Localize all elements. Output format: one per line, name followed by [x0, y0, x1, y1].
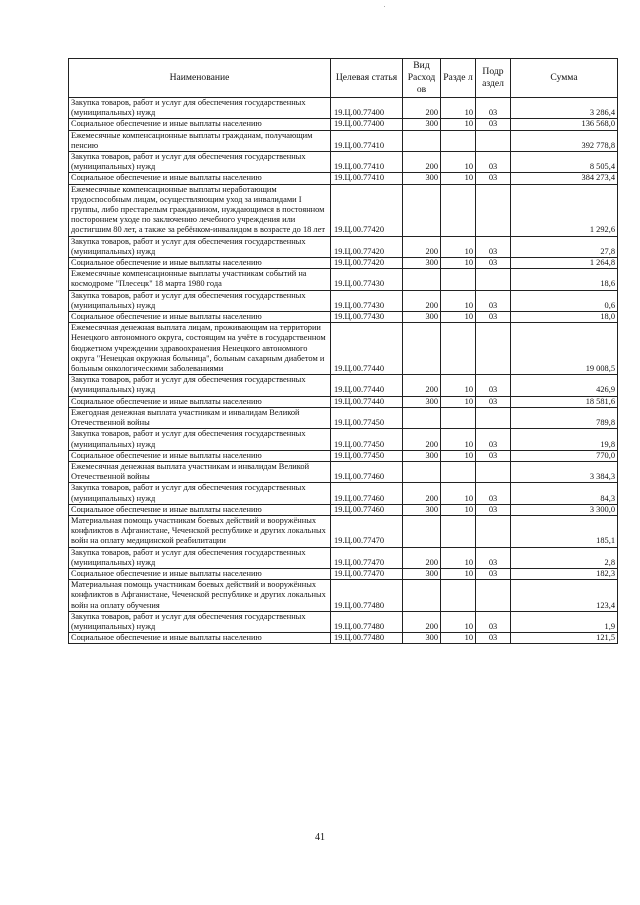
cell-section — [441, 184, 476, 236]
cell-sum: 18 581,6 — [511, 396, 618, 407]
cell-sum: 3 286,4 — [511, 98, 618, 119]
cell-target: 19.Ц.00.77450 — [331, 407, 403, 428]
cell-target: 19.Ц.00.77410 — [331, 130, 403, 151]
table-row — [69, 184, 618, 236]
cell-target: 19.Ц.00.77430 — [331, 269, 403, 290]
header-section: Разде л — [441, 59, 476, 98]
cell-name: Социальное обеспечение и иные выплаты населению — [69, 504, 331, 515]
cell-name: Социальное обеспечение и иные выплаты населению — [69, 119, 331, 130]
cell-target: 19.Ц.00.77440 — [331, 396, 403, 407]
cell-sum: 18,0 — [511, 312, 618, 323]
cell-name: Закупка товаров, работ и услуг для обеспечения государственных (муниципальных) нужд — [69, 483, 331, 504]
table-row — [69, 375, 618, 396]
cell-section — [441, 515, 476, 547]
table-row — [69, 483, 618, 504]
cell-subsection: 03 — [476, 98, 511, 119]
cell-subsection — [476, 323, 511, 375]
table-row — [69, 429, 618, 450]
cell-subsection: 03 — [476, 312, 511, 323]
cell-subsection: 03 — [476, 396, 511, 407]
table-row — [69, 130, 618, 151]
cell-name: Закупка товаров, работ и услуг для обеспечения государственных (муниципальных) нужд — [69, 152, 331, 173]
cell-target: 19.Ц.00.77460 — [331, 504, 403, 515]
cell-kind — [403, 130, 441, 151]
cell-subsection: 03 — [476, 568, 511, 579]
cell-section: 10 — [441, 429, 476, 450]
table-row — [69, 119, 618, 130]
cell-section: 10 — [441, 290, 476, 311]
cell-kind: 300 — [403, 119, 441, 130]
cell-section: 10 — [441, 258, 476, 269]
cell-section: 10 — [441, 450, 476, 461]
cell-kind — [403, 184, 441, 236]
header-kind: Вид Расход ов — [403, 59, 441, 98]
cell-kind: 200 — [403, 547, 441, 568]
header-name: Наименование — [69, 59, 331, 98]
cell-subsection: 03 — [476, 173, 511, 184]
table-row — [69, 290, 618, 311]
table-header-row — [69, 59, 618, 98]
table-row — [69, 312, 618, 323]
cell-target: 19.Ц.00.77470 — [331, 568, 403, 579]
cell-subsection — [476, 515, 511, 547]
cell-subsection: 03 — [476, 483, 511, 504]
cell-section: 10 — [441, 98, 476, 119]
cell-target: 19.Ц.00.77470 — [331, 515, 403, 547]
cell-sum: 123,4 — [511, 580, 618, 612]
cell-subsection: 03 — [476, 236, 511, 257]
cell-kind: 200 — [403, 152, 441, 173]
table-row — [69, 98, 618, 119]
cell-target: 19.Ц.00.77400 — [331, 119, 403, 130]
cell-sum: 3 384,3 — [511, 461, 618, 482]
cell-kind — [403, 323, 441, 375]
cell-sum: 121,5 — [511, 633, 618, 644]
table-row — [69, 236, 618, 257]
cell-subsection: 03 — [476, 429, 511, 450]
cell-name: Ежемесячные компенсационные выплаты гражданам, получающим пенсию — [69, 130, 331, 151]
cell-section: 10 — [441, 547, 476, 568]
table-row — [69, 407, 618, 428]
cell-section: 10 — [441, 375, 476, 396]
cell-subsection: 03 — [476, 450, 511, 461]
cell-subsection: 03 — [476, 258, 511, 269]
cell-kind — [403, 580, 441, 612]
cell-subsection — [476, 269, 511, 290]
page-number: 41 — [315, 832, 325, 843]
table-row — [69, 515, 618, 547]
cell-name: Ежемесячная денежная выплата лицам, проживающим на территории Ненецкого автономного округа, состоящим на учёте в государственном бюджетном учреждении здравоохранения Ненецкого автономного округа "Ненецкая окружная больница", больным сахарным диабетом и больным онкологическими заболеваниями — [69, 323, 331, 375]
cell-sum: 1 292,6 — [511, 184, 618, 236]
cell-section: 10 — [441, 568, 476, 579]
cell-target: 19.Ц.00.77440 — [331, 323, 403, 375]
cell-sum: 392 778,8 — [511, 130, 618, 151]
cell-sum: 426,9 — [511, 375, 618, 396]
cell-target: 19.Ц.00.77480 — [331, 633, 403, 644]
cell-target: 19.Ц.00.77430 — [331, 290, 403, 311]
cell-target: 19.Ц.00.77400 — [331, 98, 403, 119]
cell-kind — [403, 461, 441, 482]
table-body — [69, 98, 618, 644]
cell-section: 10 — [441, 611, 476, 632]
cell-section — [441, 323, 476, 375]
table-row — [69, 611, 618, 632]
cell-name: Ежемесячные компенсационные выплаты участникам событий на космодроме "Плесецк" 18 марта 1980 года — [69, 269, 331, 290]
cell-subsection — [476, 580, 511, 612]
table-row — [69, 580, 618, 612]
cell-target: 19.Ц.00.77410 — [331, 173, 403, 184]
cell-subsection — [476, 130, 511, 151]
cell-target: 19.Ц.00.77460 — [331, 461, 403, 482]
cell-kind: 300 — [403, 450, 441, 461]
cell-sum: 19,8 — [511, 429, 618, 450]
cell-kind: 200 — [403, 236, 441, 257]
budget-table — [68, 58, 618, 644]
cell-name: Материальная помощь участникам боевых действий и вооружённых конфликтов в Афганистане, Чеченской республике и других локальных войн на оплату медицинской реабилитации — [69, 515, 331, 547]
table-row — [69, 568, 618, 579]
cell-section: 10 — [441, 483, 476, 504]
cell-sum: 84,3 — [511, 483, 618, 504]
cell-name: Закупка товаров, работ и услуг для обеспечения государственных (муниципальных) нужд — [69, 98, 331, 119]
cell-subsection: 03 — [476, 504, 511, 515]
cell-subsection — [476, 184, 511, 236]
cell-sum: 2,8 — [511, 547, 618, 568]
cell-name: Социальное обеспечение и иные выплаты населению — [69, 633, 331, 644]
cell-kind: 200 — [403, 98, 441, 119]
cell-section: 10 — [441, 312, 476, 323]
cell-target: 19.Ц.00.77420 — [331, 258, 403, 269]
cell-sum: 19 008,5 — [511, 323, 618, 375]
header-sum: Сумма — [511, 59, 618, 98]
cell-sum: 1 264,8 — [511, 258, 618, 269]
cell-section: 10 — [441, 119, 476, 130]
cell-sum: 3 300,0 — [511, 504, 618, 515]
cell-section — [441, 407, 476, 428]
table-row — [69, 504, 618, 515]
cell-target: 19.Ц.00.77450 — [331, 429, 403, 450]
cell-target: 19.Ц.00.77450 — [331, 450, 403, 461]
cell-target: 19.Ц.00.77460 — [331, 483, 403, 504]
cell-name: Социальное обеспечение и иные выплаты населению — [69, 450, 331, 461]
cell-sum: 185,1 — [511, 515, 618, 547]
cell-kind: 300 — [403, 633, 441, 644]
cell-name: Социальное обеспечение и иные выплаты населению — [69, 258, 331, 269]
cell-kind: 200 — [403, 375, 441, 396]
cell-sum: 384 273,4 — [511, 173, 618, 184]
cell-subsection: 03 — [476, 633, 511, 644]
cell-section: 10 — [441, 633, 476, 644]
cell-target: 19.Ц.00.77470 — [331, 547, 403, 568]
cell-target: 19.Ц.00.77440 — [331, 375, 403, 396]
table-row — [69, 547, 618, 568]
cell-name: Закупка товаров, работ и услуг для обеспечения государственных (муниципальных) нужд — [69, 547, 331, 568]
cell-kind: 200 — [403, 611, 441, 632]
cell-name: Ежегодная денежная выплата участникам и инвалидам Великой Отечественной войны — [69, 407, 331, 428]
cell-name: Закупка товаров, работ и услуг для обеспечения государственных (муниципальных) нужд — [69, 375, 331, 396]
cell-section — [441, 580, 476, 612]
cell-name: Закупка товаров, работ и услуг для обеспечения государственных (муниципальных) нужд — [69, 236, 331, 257]
cell-sum: 0,6 — [511, 290, 618, 311]
cell-name: Социальное обеспечение и иные выплаты населению — [69, 396, 331, 407]
cell-name: Закупка товаров, работ и услуг для обеспечения государственных (муниципальных) нужд — [69, 290, 331, 311]
cell-name: Закупка товаров, работ и услуг для обеспечения государственных (муниципальных) нужд — [69, 429, 331, 450]
cell-name: Ежемесячные компенсационные выплаты неработающим трудоспособным лицам, осуществляющим уход за инвалидами I группы, либо престарелым гражданином, нуждающимся в постоянном постороннем уходе по заключению лечебного учреждения или достигшим 80 лет, а также за ребёнком-инвалидом в возрасте до 18 лет — [69, 184, 331, 236]
table-row — [69, 633, 618, 644]
cell-kind: 300 — [403, 173, 441, 184]
cell-section: 10 — [441, 396, 476, 407]
cell-kind: 200 — [403, 483, 441, 504]
table-row — [69, 396, 618, 407]
cell-section: 10 — [441, 236, 476, 257]
table-row — [69, 152, 618, 173]
cell-section — [441, 269, 476, 290]
table-row — [69, 258, 618, 269]
cell-section — [441, 130, 476, 151]
cell-subsection: 03 — [476, 290, 511, 311]
table-row — [69, 173, 618, 184]
cell-name: Ежемесячная денежная выплата участникам и инвалидам Великой Отечественной войны — [69, 461, 331, 482]
cell-subsection: 03 — [476, 547, 511, 568]
cell-sum: 18,6 — [511, 269, 618, 290]
cell-target: 19.Ц.00.77420 — [331, 236, 403, 257]
cell-name: Закупка товаров, работ и услуг для обеспечения государственных (муниципальных) нужд — [69, 611, 331, 632]
cell-subsection — [476, 461, 511, 482]
cell-kind — [403, 269, 441, 290]
cell-section: 10 — [441, 504, 476, 515]
cell-sum: 182,3 — [511, 568, 618, 579]
cell-section — [441, 461, 476, 482]
table-row — [69, 269, 618, 290]
cell-kind — [403, 407, 441, 428]
cell-kind: 300 — [403, 312, 441, 323]
cell-sum: 789,8 — [511, 407, 618, 428]
cell-kind: 300 — [403, 258, 441, 269]
cell-sum: 27,8 — [511, 236, 618, 257]
cell-name: Социальное обеспечение и иные выплаты населению — [69, 568, 331, 579]
cell-name: Материальная помощь участникам боевых действий и вооружённых конфликтов в Афганистане, Чеченской республике и других локальных войн на оплату обучения — [69, 580, 331, 612]
cell-subsection — [476, 407, 511, 428]
cell-name: Социальное обеспечение и иные выплаты населению — [69, 312, 331, 323]
cell-target: 19.Ц.00.77430 — [331, 312, 403, 323]
cell-subsection: 03 — [476, 375, 511, 396]
cell-sum: 1,9 — [511, 611, 618, 632]
table-row — [69, 450, 618, 461]
scan-speck — [384, 6, 385, 7]
cell-kind: 200 — [403, 290, 441, 311]
cell-kind: 200 — [403, 429, 441, 450]
cell-section: 10 — [441, 152, 476, 173]
cell-target: 19.Ц.00.77410 — [331, 152, 403, 173]
cell-section: 10 — [441, 173, 476, 184]
cell-kind: 300 — [403, 504, 441, 515]
cell-target: 19.Ц.00.77420 — [331, 184, 403, 236]
cell-subsection: 03 — [476, 152, 511, 173]
cell-kind: 300 — [403, 396, 441, 407]
table-row — [69, 323, 618, 375]
cell-kind — [403, 515, 441, 547]
cell-sum: 770,0 — [511, 450, 618, 461]
cell-target: 19.Ц.00.77480 — [331, 611, 403, 632]
header-target: Целевая статья — [331, 59, 403, 98]
cell-target: 19.Ц.00.77480 — [331, 580, 403, 612]
cell-name: Социальное обеспечение и иные выплаты населению — [69, 173, 331, 184]
cell-subsection: 03 — [476, 611, 511, 632]
cell-sum: 136 568,0 — [511, 119, 618, 130]
cell-subsection: 03 — [476, 119, 511, 130]
cell-kind: 300 — [403, 568, 441, 579]
cell-sum: 8 505,4 — [511, 152, 618, 173]
header-subsection: Подр аздел — [476, 59, 511, 98]
table-row — [69, 461, 618, 482]
